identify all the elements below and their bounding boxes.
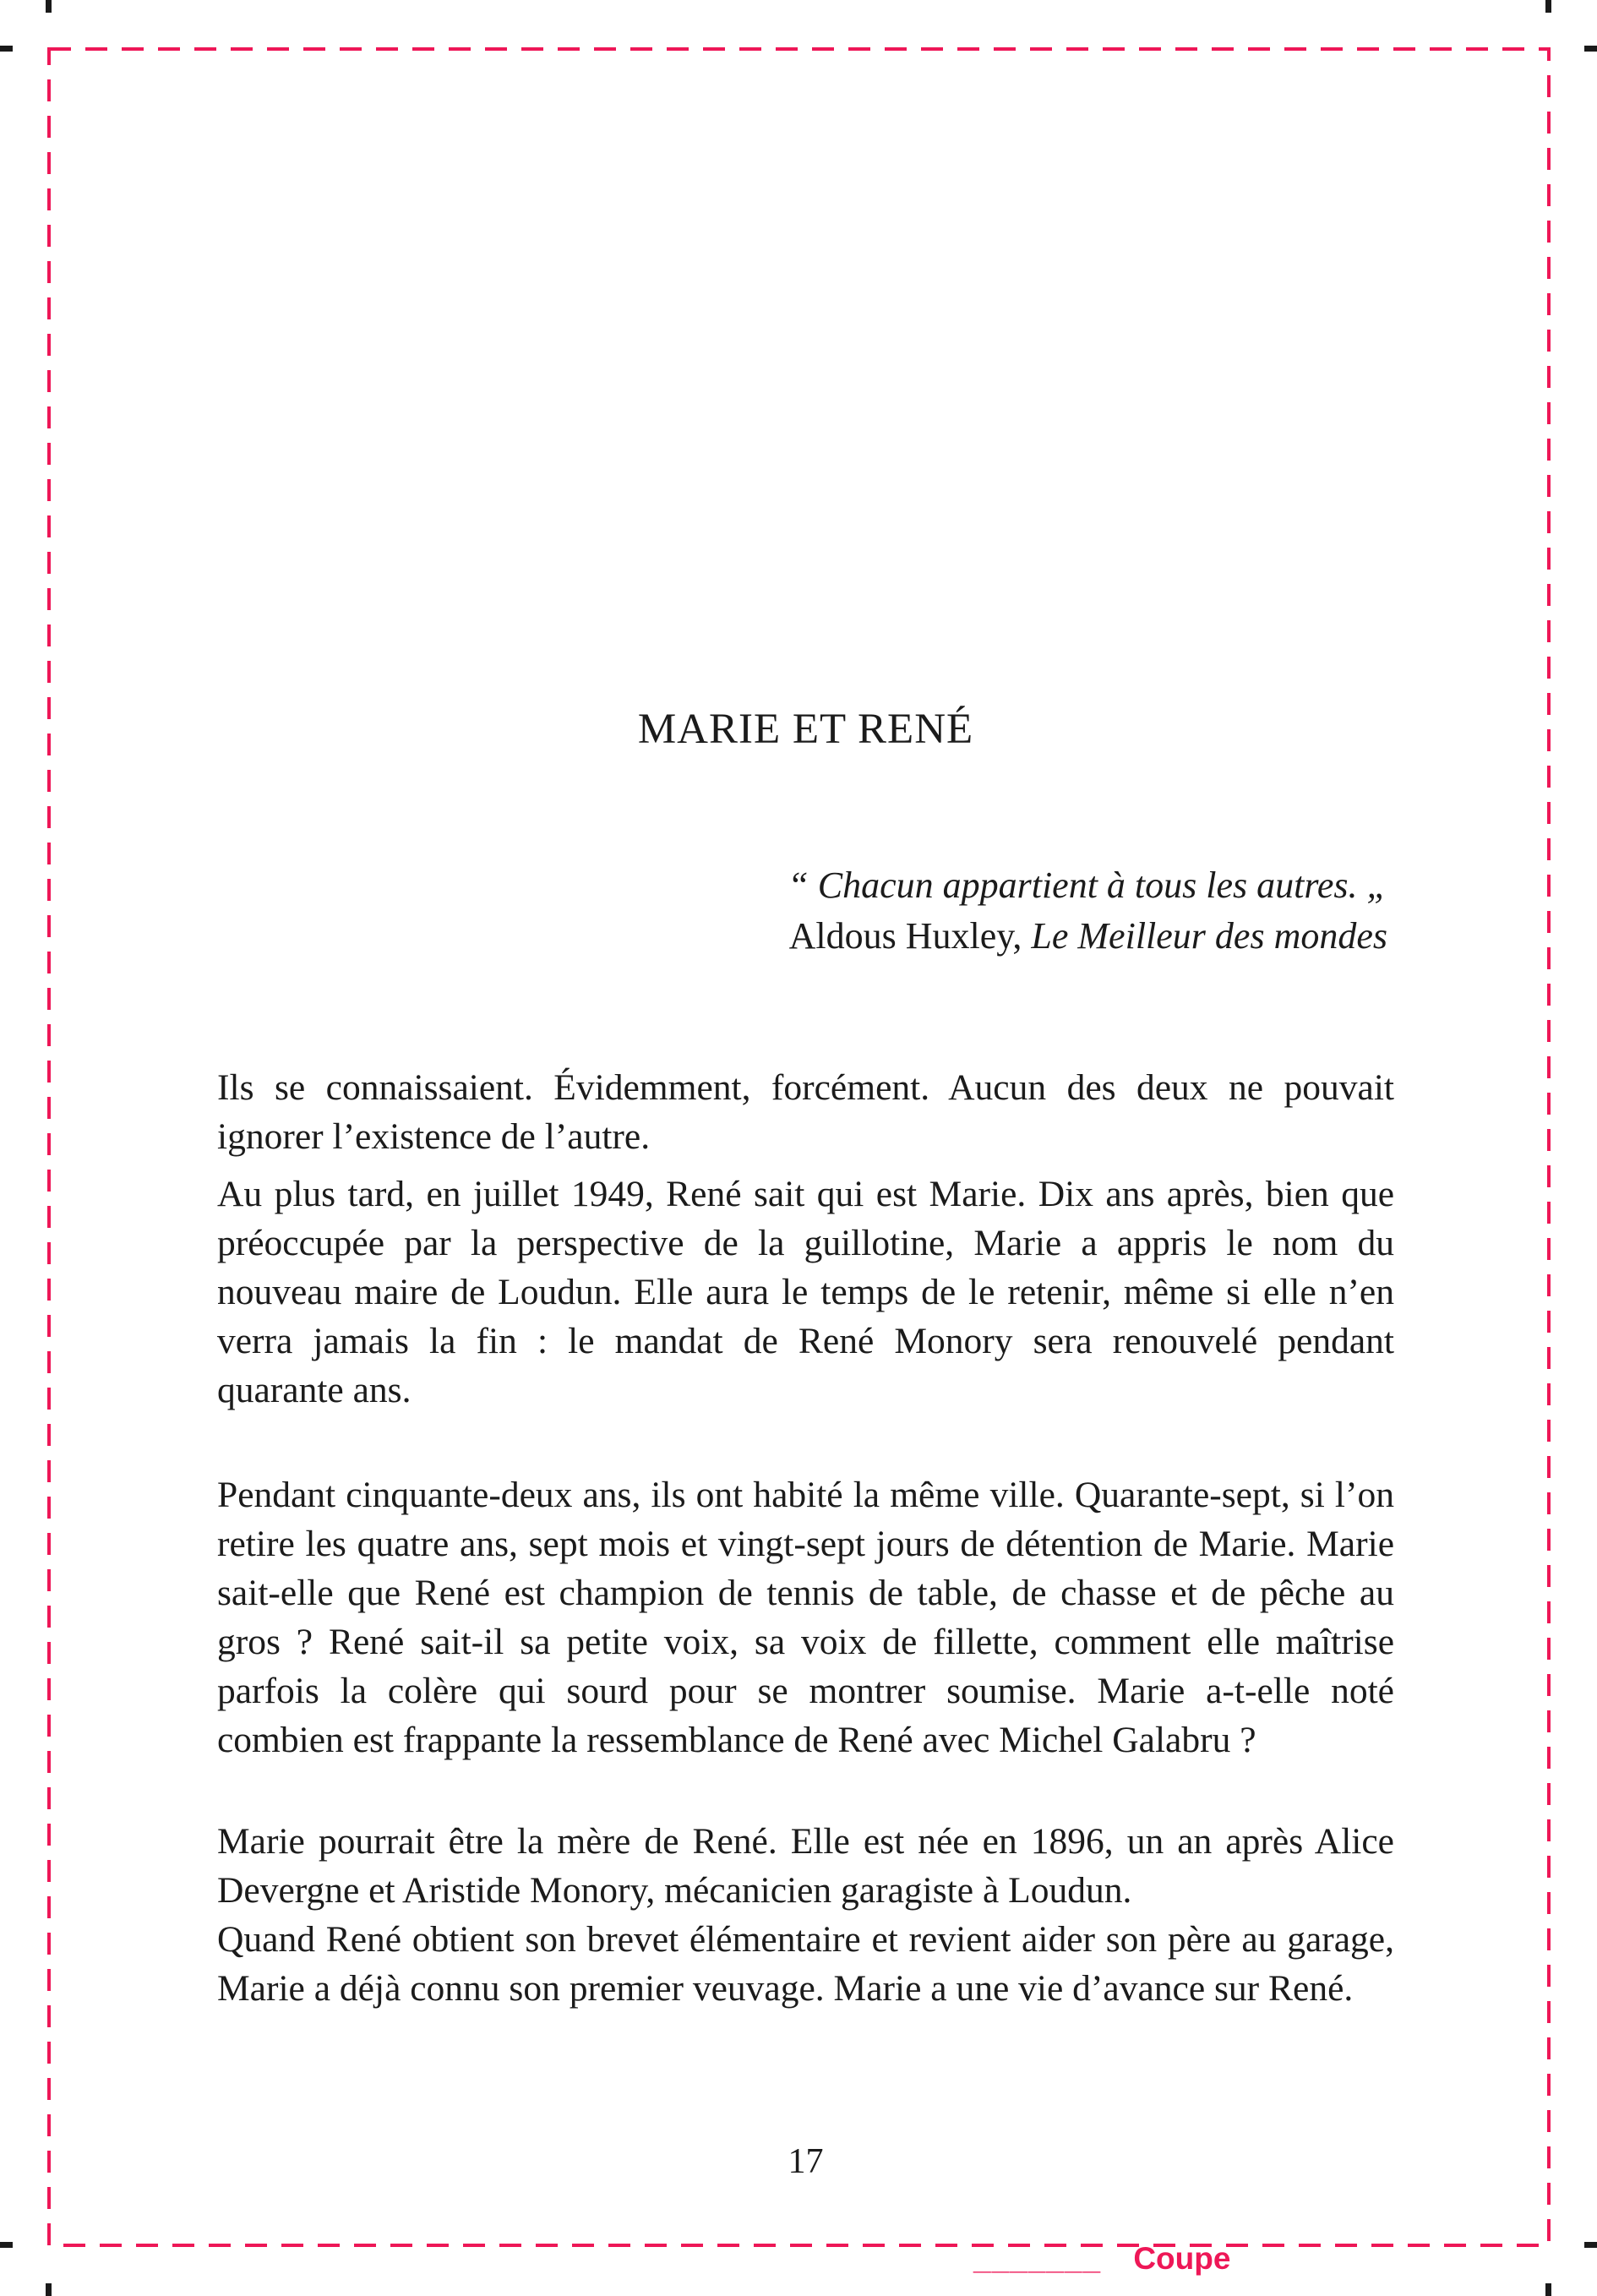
chapter-title: MARIE ET RENÉ <box>637 706 974 753</box>
epigraph-author: Aldous Huxley, <box>788 915 1032 957</box>
paragraph: Au plus tard, en juillet 1949, René sait qui est Marie. Dix ans après, bien que préoccupée par la perspective de la guillotine, Marie a appris le nom du nouveau maire de Loudun. Elle aura le temps de le retenir, même si elle n’en verra jamais la fin : le mandat de René Monory sera renouvelé pendant quarante ans. <box>217 1174 1394 1410</box>
coupe-underscore: _______ <box>973 2241 1102 2276</box>
paragraph: Ils se connaissaient. Évidemment, forcément. Aucun des deux ne pouvait ignorer l’existence de l’autre. <box>217 1067 1394 1157</box>
epigraph-quote: “ Chacun appartient à tous les autres. „ <box>788 864 1387 906</box>
epigraph-work-title: Le Meilleur des mondes <box>1031 915 1387 957</box>
paragraph: Pendant cinquante-deux ans, ils ont habité la même ville. Quarante-sept, si l’on retire les quatre ans, sept mois et vingt-sept jours de détention de Marie. Marie sait-elle que René est champion de tennis de table, de chasse et de pêche au gros ? René sait-il sa petite voix, sa voix de fillette, comment elle maîtrise parfois la colère qui sourd pour se montrer soumise. Marie a-t-elle noté combien est frappante la ressemblance de René avec Michel Galabru ? <box>217 1475 1394 1760</box>
paragraph: Marie pourrait être la mère de René. Elle est née en 1896, un an après Alice Devergne et Aristide Monory, mécanicien garagiste à Loudun. <box>217 1821 1394 1911</box>
page-number: 17 <box>788 2142 824 2181</box>
epigraph <box>217 860 1387 962</box>
body-text <box>217 1063 1394 2013</box>
epigraph-attribution <box>217 911 1387 962</box>
paragraph: Quand René obtient son brevet élémentaire et revient aider son père au garage, Marie a déjà connu son premier veuvage. Marie a une vie d’avance sur René. <box>217 1919 1394 2009</box>
coupe-label: Coupe <box>1133 2241 1231 2276</box>
coupe-annotation <box>973 2241 1230 2277</box>
